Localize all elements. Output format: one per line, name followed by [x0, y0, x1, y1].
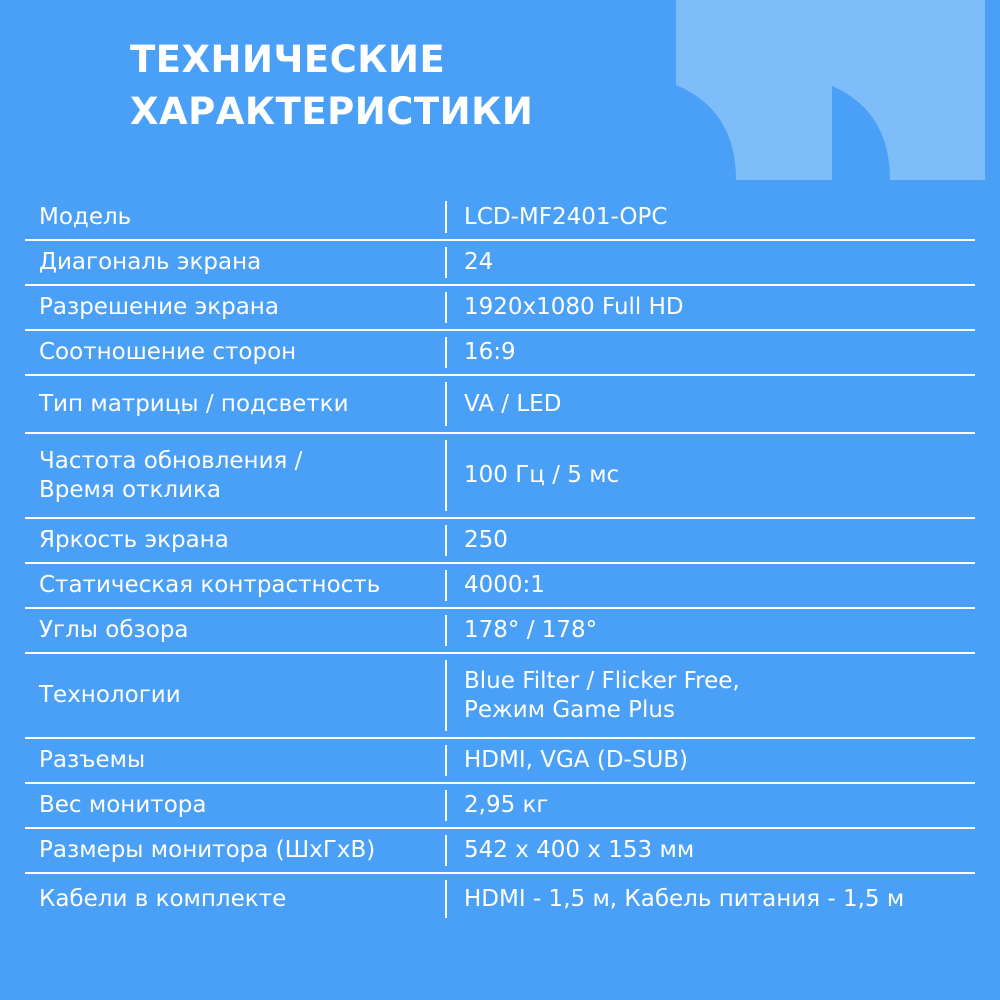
spec-value: 24 [445, 247, 975, 278]
spec-label: Технологии [39, 682, 181, 708]
page-title [130, 34, 533, 138]
spec-value: 178° / 178° [445, 615, 975, 646]
spec-row-refresh-rate [25, 434, 975, 519]
spec-row-weight [25, 784, 975, 829]
spec-label: Яркость экрана [39, 527, 229, 553]
spec-row-resolution [25, 286, 975, 331]
spec-row-panel-type [25, 376, 975, 434]
spec-row-dimensions [25, 829, 975, 874]
spec-value: 2,95 кг [445, 790, 975, 821]
spec-row-brightness [25, 519, 975, 564]
spec-value: VA / LED [445, 382, 975, 426]
spec-value: 542 x 400 x 153 мм [445, 835, 975, 866]
spec-value: 1920x1080 Full HD [445, 292, 975, 323]
spec-value: 250 [445, 525, 975, 556]
title-line-2: ХАРАКТЕРИСТИКИ [130, 90, 534, 133]
spec-row-model [25, 195, 975, 241]
specs-table [25, 195, 975, 924]
spec-label: Разрешение экрана [39, 294, 279, 320]
spec-label: Диагональ экрана [39, 249, 262, 275]
spec-label: Разъемы [39, 747, 146, 773]
spec-row-connectors [25, 739, 975, 784]
spec-row-aspect-ratio [25, 331, 975, 376]
spec-label: Статическая контрастность [39, 572, 381, 598]
spec-row-diagonal [25, 241, 975, 286]
spec-label: Тип матрицы / подсветки [39, 390, 349, 417]
spec-row-viewing-angles [25, 609, 975, 654]
spec-value: 100 Гц / 5 мс [445, 440, 975, 511]
spec-label: Соотношение сторон [39, 339, 297, 365]
spec-value: 16:9 [445, 337, 975, 368]
spec-value: Blue Filter / Flicker Free, Режим Game Plus [445, 660, 975, 731]
spec-label: Углы обзора [39, 617, 189, 643]
spec-value: HDMI - 1,5 м, Кабель питания - 1,5 м [445, 880, 975, 918]
title-line-1: ТЕХНИЧЕСКИЕ [130, 38, 446, 81]
spec-label: Вес монитора [39, 792, 207, 818]
left-quote-mark-icon [676, 0, 832, 180]
spec-value: HDMI, VGA (D-SUB) [445, 745, 975, 776]
spec-row-contrast [25, 564, 975, 609]
spec-row-technologies [25, 654, 975, 739]
spec-label: Размеры монитора (ШхГхВ) [39, 837, 376, 863]
spec-value: 4000:1 [445, 570, 975, 601]
spec-label: Модель [39, 203, 132, 230]
right-quote-mark-icon [830, 0, 985, 180]
spec-row-cables [25, 874, 975, 924]
spec-label: Частота обновления / Время отклика [39, 447, 303, 503]
spec-value: LCD-MF2401-OPC [445, 201, 975, 233]
spec-label: Кабели в комплекте [39, 885, 287, 912]
